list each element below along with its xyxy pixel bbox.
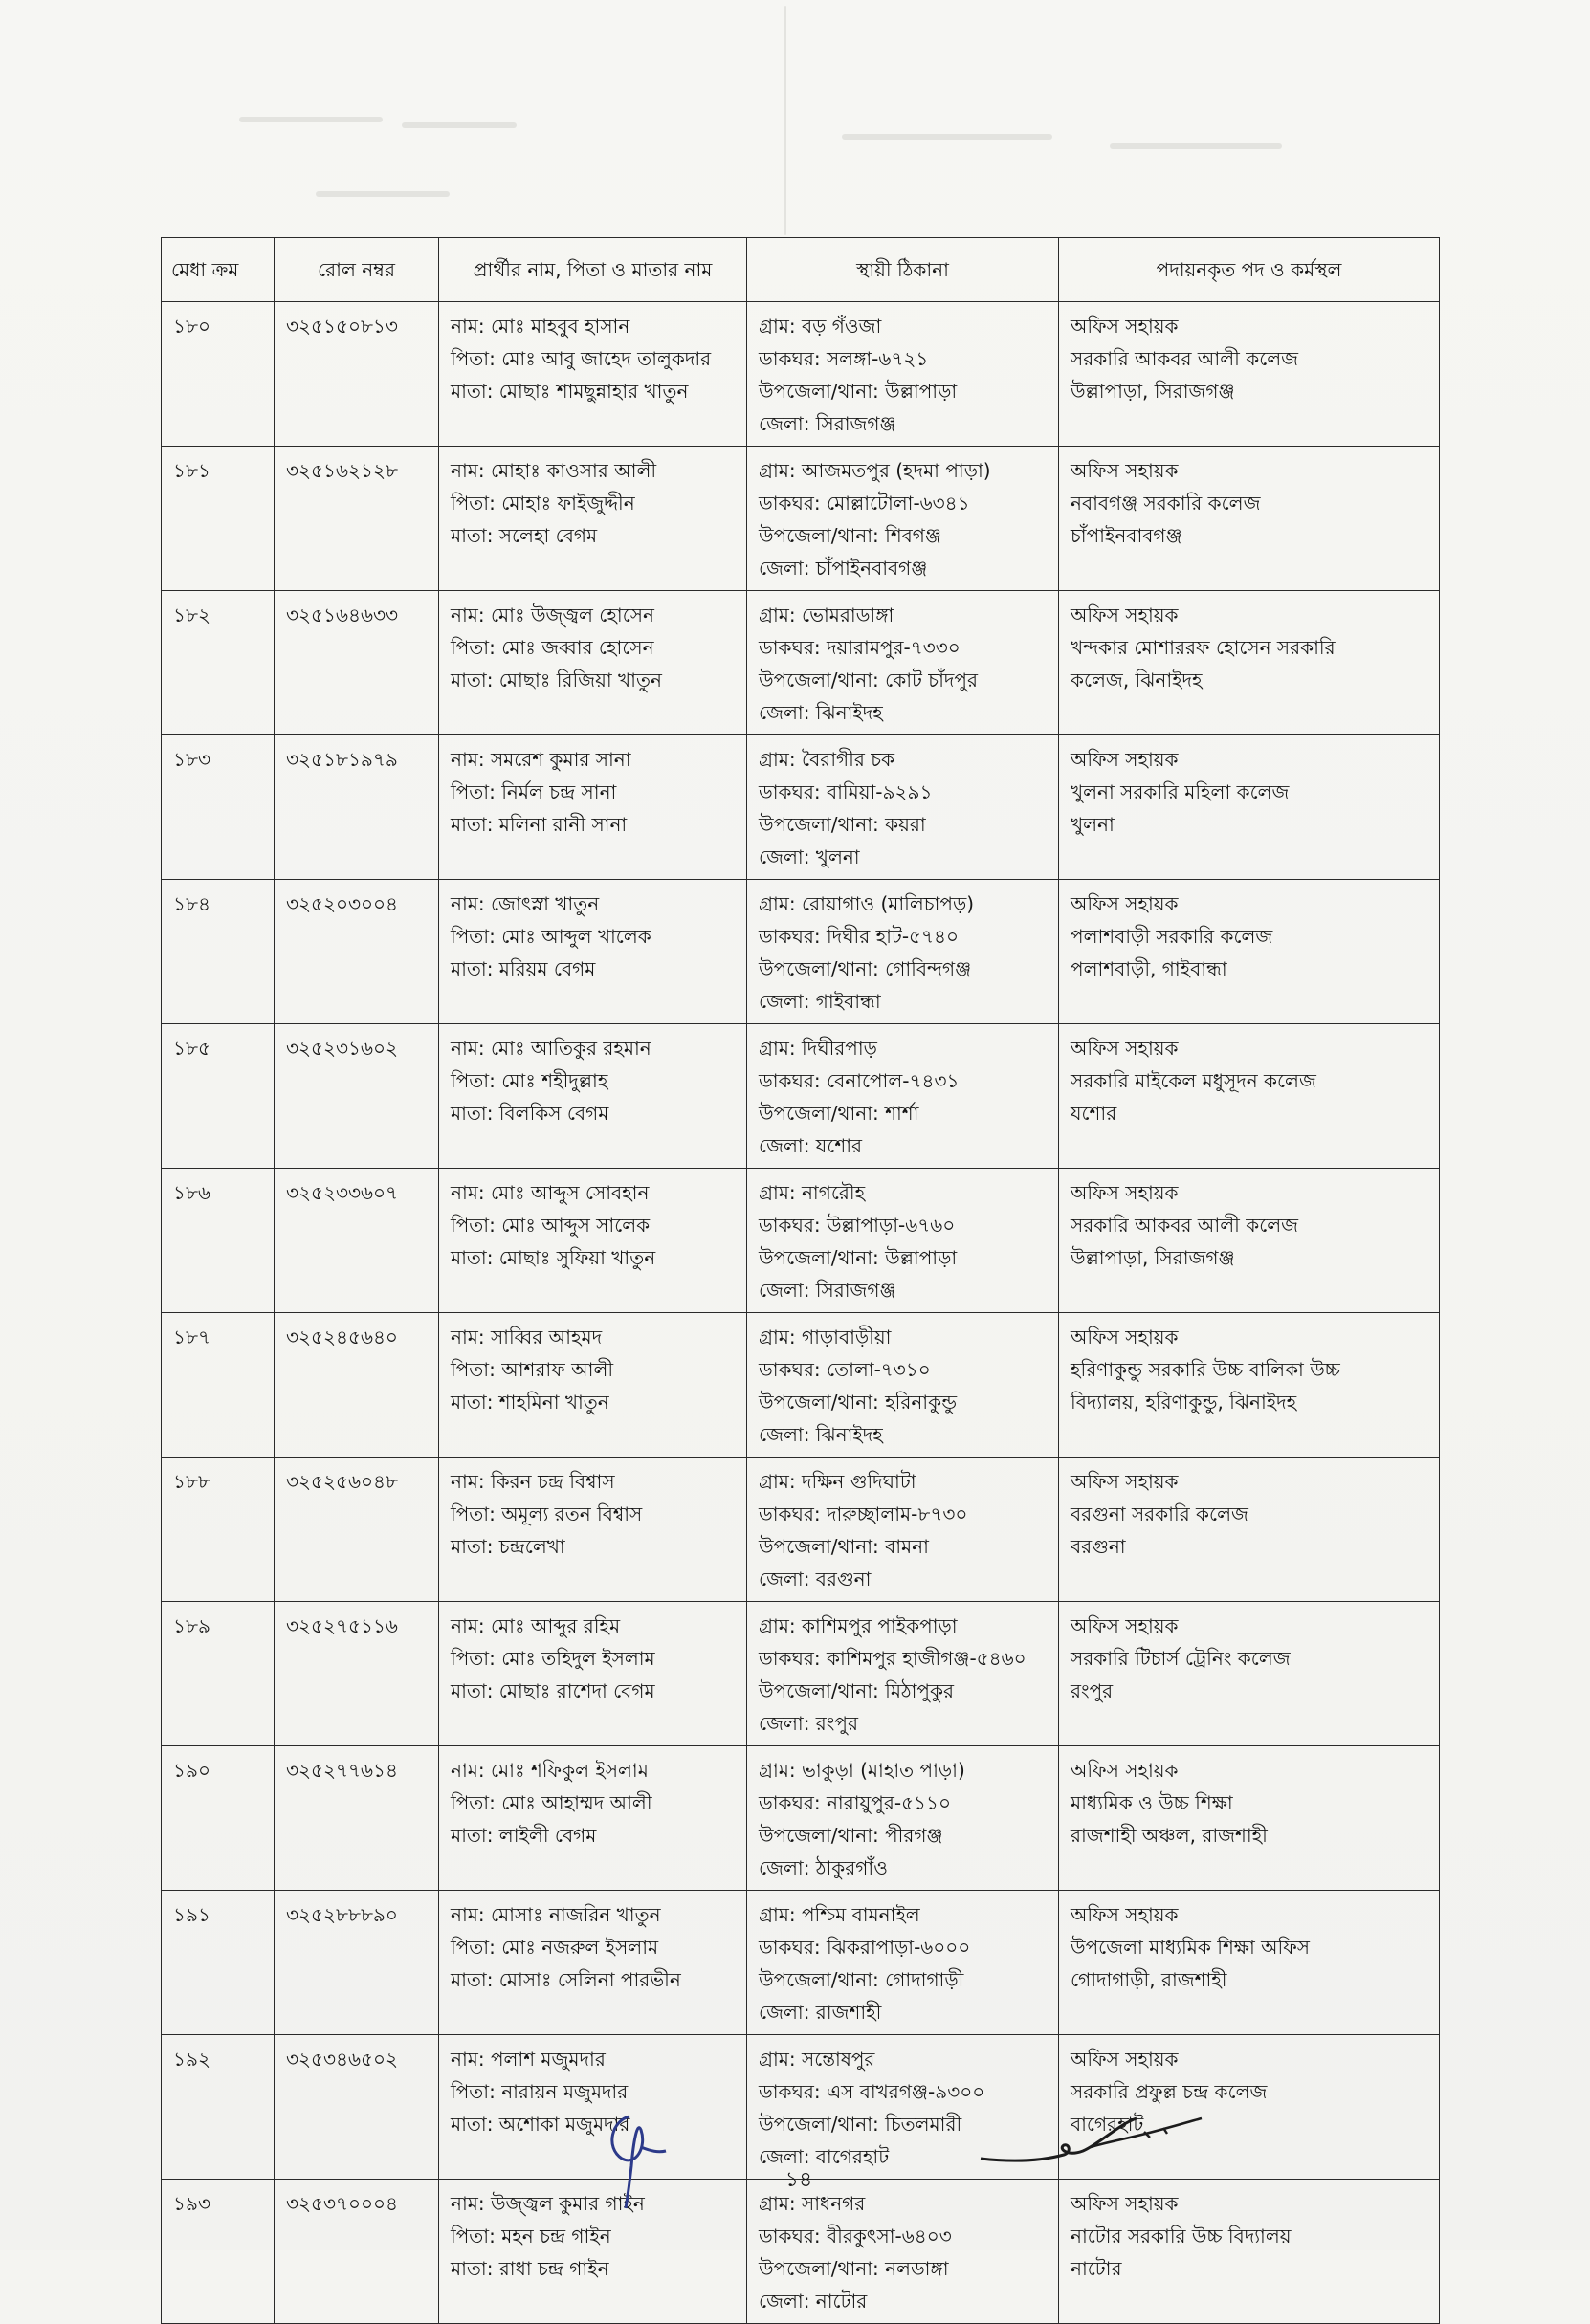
posting-line: পলাশবাড়ী, গাইবান্ধা	[1071, 957, 1227, 980]
bleed-through-mark	[316, 191, 450, 197]
permanent-address-cell	[747, 1746, 1059, 1891]
candidate-info-line: মাতা: মোছাঃ সুফিয়া খাতুন	[451, 1246, 656, 1269]
address-line: উপজেলা/থানা: পীরগঞ্জ	[759, 1824, 943, 1847]
address-line: গ্রাম: আজমতপুর (হদমা পাড়া)	[759, 459, 991, 482]
candidate-name-cell	[439, 1602, 747, 1746]
roll-number-cell: ৩২৫৩৭০০০৪	[275, 2180, 439, 2324]
posting-line: উপজেলা মাধ্যমিক শিক্ষা অফিস	[1071, 1936, 1311, 1959]
candidate-name-cell	[439, 1891, 747, 2035]
address-line: জেলা: রংপুর	[759, 1712, 858, 1735]
candidate-info-line: মাতা: মোছাঃ রাশেদা বেগম	[451, 1679, 655, 1702]
address-line: জেলা: যশোর	[759, 1134, 862, 1157]
address-line: উপজেলা/থানা: শার্শা	[759, 1102, 919, 1125]
candidate-info-line: নাম: মোসাঃ নাজরিন খাতুন	[451, 1903, 661, 1926]
address-line: ডাকঘর: দারুচ্ছালাম-৮৭৩০	[759, 1502, 968, 1525]
candidate-info-line: পিতা: মোঃ আব্দুস সালেক	[451, 1214, 651, 1237]
permanent-address-cell	[747, 447, 1059, 591]
table-row	[162, 591, 1440, 735]
candidate-info-line: পিতা: নারায়ন মজুমদার	[451, 2080, 629, 2103]
address-line: গ্রাম: দক্ষিন গুদিঘাটা	[759, 1470, 916, 1493]
table-row	[162, 735, 1440, 880]
address-line: জেলা: নাটোর	[759, 2290, 868, 2313]
candidate-info-line: নাম: মোঃ আব্দুর রহিম	[451, 1614, 621, 1637]
table-row	[162, 1891, 1440, 2035]
candidate-info-line: নাম: মোহাঃ কাওসার আলী	[451, 459, 657, 482]
roll-number-cell: ৩২৫২৮৮৮৯০	[275, 1891, 439, 2035]
permanent-address-cell	[747, 880, 1059, 1024]
permanent-address-cell	[747, 1602, 1059, 1746]
address-line: গ্রাম: সন্তোষপুর	[759, 2048, 875, 2071]
address-line: উপজেলা/থানা: গোবিন্দগঞ্জ	[759, 957, 972, 980]
candidate-info-line: নাম: মোঃ মাহবুব হাসান	[451, 315, 630, 338]
candidate-info-line: পিতা: মোঃ তহিদুল ইসলাম	[451, 1647, 655, 1670]
table-row	[162, 2180, 1440, 2324]
table-row	[162, 1024, 1440, 1169]
address-line: ডাকঘর: ঝিকরাপাড়া-৬০০০	[759, 1936, 971, 1959]
merit-serial-cell: ১৮৩	[162, 735, 275, 880]
table-row	[162, 1169, 1440, 1313]
address-line: গ্রাম: ভোমরাডাঙ্গা	[759, 603, 894, 626]
table-body	[162, 302, 1440, 2324]
address-line: জেলা: ঠাকুরগাঁও	[759, 1856, 888, 1879]
candidate-info-line: নাম: সমরেশ কুমার সানা	[451, 748, 631, 771]
candidate-info-line: পিতা: অমূল্য রতন বিশ্বাস	[451, 1502, 643, 1525]
posting-line: উল্লাপাড়া, সিরাজগঞ্জ	[1071, 1246, 1235, 1269]
candidate-info-line: নাম: উজ্জ্বল কুমার গাইন	[451, 2192, 645, 2215]
posting-line: মাধ্যমিক ও উচ্চ শিক্ষা	[1071, 1791, 1233, 1814]
candidate-name-cell	[439, 447, 747, 591]
roll-number-cell: ৩২৫২৩৩৬০৭	[275, 1169, 439, 1313]
posting-line: সরকারি টিচার্স ট্রেনিং কলেজ	[1071, 1647, 1291, 1670]
permanent-address-cell	[747, 1313, 1059, 1458]
address-line: ডাকঘর: বেনাপোল-৭৪৩১	[759, 1069, 960, 1092]
candidate-name-cell	[439, 1169, 747, 1313]
candidate-info-line: নাম: কিরন চন্দ্র বিশ্বাস	[451, 1470, 615, 1493]
candidate-info-line: মাতা: সলেহা বেগম	[451, 524, 598, 547]
permanent-address-cell	[747, 302, 1059, 447]
posting-cell	[1059, 1891, 1440, 2035]
candidate-name-cell	[439, 591, 747, 735]
posting-line: অফিস সহায়ক	[1071, 315, 1179, 338]
address-line: গ্রাম: নাগরৌহ	[759, 1181, 866, 1204]
posting-line: রংপুর	[1071, 1679, 1114, 1702]
address-line: গ্রাম: বৈরাগীর চক	[759, 748, 894, 771]
merit-serial-cell: ১৮৬	[162, 1169, 275, 1313]
posting-line: অফিস সহায়ক	[1071, 1037, 1179, 1060]
merit-serial-cell: ১৮০	[162, 302, 275, 447]
address-line: গ্রাম: ভাকুড়া (মাহাত পাড়া)	[759, 1759, 965, 1782]
posting-line: অফিস সহায়ক	[1071, 459, 1179, 482]
candidate-info-line: মাতা: মোছাঃ শামছুন্নাহার খাতুন	[451, 380, 689, 403]
address-line: উপজেলা/থানা: মিঠাপুকুর	[759, 1679, 954, 1702]
candidate-info-line: নাম: জোৎস্না খাতুন	[451, 892, 600, 915]
posting-line: বরগুনা সরকারি কলেজ	[1071, 1502, 1248, 1525]
permanent-address-cell	[747, 591, 1059, 735]
address-line: গ্রাম: কাশিমপুর পাইকপাড়া	[759, 1614, 958, 1637]
roll-number-cell: ৩২৫২৭৫১১৬	[275, 1602, 439, 1746]
address-line: ডাকঘর: এস বাখরগঞ্জ-৯৩০০	[759, 2080, 985, 2103]
posting-line: নাটোর সরকারি উচ্চ বিদ্যালয়	[1071, 2225, 1292, 2247]
address-line: ডাকঘর: বীরকুৎসা-৬৪০৩	[759, 2225, 952, 2247]
posting-line: অফিস সহায়ক	[1071, 1181, 1179, 1204]
page-number: ১৪	[784, 2168, 813, 2192]
posting-cell	[1059, 1458, 1440, 1602]
address-line: ডাকঘর: নারায়ুপুর-৫১১০	[759, 1791, 952, 1814]
posting-line: হরিণাকুন্ডু সরকারি উচ্চ বালিকা উচ্চ	[1071, 1358, 1340, 1381]
merit-serial-cell: ১৮৮	[162, 1458, 275, 1602]
merit-serial-cell: ১৮৭	[162, 1313, 275, 1458]
candidate-info-line: মাতা: শাহমিনা খাতুন	[451, 1391, 609, 1414]
table-row	[162, 1458, 1440, 1602]
address-line: গ্রাম: রোয়াগাও (মালিচাপড়)	[759, 892, 975, 915]
candidate-name-cell	[439, 1458, 747, 1602]
candidate-info-line: পিতা: মোঃ আহাম্মদ আলী	[451, 1791, 652, 1814]
roll-number-cell: ৩২৫১৬৪৬৩৩	[275, 591, 439, 735]
bleed-through-mark	[239, 117, 383, 122]
address-line: উপজেলা/থানা: হরিনাকুন্ডু	[759, 1391, 958, 1414]
roll-number-cell: ৩২৫১৮১৯৭৯	[275, 735, 439, 880]
candidate-name-cell	[439, 1024, 747, 1169]
merit-list-table	[161, 237, 1440, 2324]
candidate-info-line: মাতা: মরিয়ম বেগম	[451, 957, 596, 980]
posting-line: অফিস সহায়ক	[1071, 1903, 1179, 1926]
candidate-info-line: নাম: মোঃ উজ্জ্বল হোসেন	[451, 603, 654, 626]
table-row	[162, 447, 1440, 591]
candidate-info-line: পিতা: মোঃ আবু জাহেদ তালুকদার	[451, 347, 712, 370]
posting-cell	[1059, 1746, 1440, 1891]
header-address: স্থায়ী ঠিকানা	[747, 238, 1059, 302]
header-merit: মেধা ক্রম	[162, 238, 275, 302]
candidate-info-line: মাতা: অশোকা মজুমদার	[451, 2113, 630, 2136]
table-row	[162, 1746, 1440, 1891]
candidate-info-line: পিতা: মহন চন্দ্র গাইন	[451, 2225, 611, 2247]
merit-serial-cell: ১৯৩	[162, 2180, 275, 2324]
candidate-info-line: পিতা: মোহাঃ ফাইজুদ্দীন	[451, 492, 635, 515]
posting-cell	[1059, 735, 1440, 880]
address-line: জেলা: গাইবান্ধা	[759, 990, 881, 1013]
table-row	[162, 880, 1440, 1024]
posting-line: অফিস সহায়ক	[1071, 2048, 1179, 2071]
permanent-address-cell	[747, 1024, 1059, 1169]
roll-number-cell: ৩২৫১৫০৮১৩	[275, 302, 439, 447]
posting-line: উল্লাপাড়া, সিরাজগঞ্জ	[1071, 380, 1235, 403]
address-line: ডাকঘর: দিঘীর হাট-৫৭৪০	[759, 925, 960, 948]
posting-line: কলেজ, ঝিনাইদহ	[1071, 669, 1203, 691]
candidate-info-line: নাম: মোঃ আব্দুস সোবহান	[451, 1181, 650, 1204]
candidate-info-line: নাম: মোঃ আতিকুর রহমান	[451, 1037, 651, 1060]
address-line: জেলা: বরগুনা	[759, 1568, 872, 1590]
table-row	[162, 1313, 1440, 1458]
candidate-name-cell	[439, 302, 747, 447]
candidate-info-line: পিতা: আশরাফ আলী	[451, 1358, 614, 1381]
posting-cell	[1059, 302, 1440, 447]
permanent-address-cell	[747, 735, 1059, 880]
roll-number-cell: ৩২৫২৫৬০৪৮	[275, 1458, 439, 1602]
signature-right-icon	[976, 2099, 1205, 2185]
candidate-info-line: পিতা: মোঃ জব্বার হোসেন	[451, 636, 654, 659]
bleed-through-mark	[1110, 143, 1282, 149]
table-row	[162, 2035, 1440, 2180]
address-line: ডাকঘর: মোল্লাটোলা-৬৩৪১	[759, 492, 970, 515]
roll-number-cell: ৩২৫২৭৭৬১৪	[275, 1746, 439, 1891]
address-line: ডাকঘর: বামিয়া-৯২৯১	[759, 780, 933, 803]
table-header-row	[162, 238, 1440, 302]
posting-cell	[1059, 447, 1440, 591]
posting-cell	[1059, 2180, 1440, 2324]
candidate-info-line: মাতা: মোছাঃ রিজিয়া খাতুন	[451, 669, 662, 691]
address-line: গ্রাম: গাড়াবাড়ীয়া	[759, 1326, 892, 1348]
address-line: উপজেলা/থানা: কোট চাঁদপুর	[759, 669, 978, 691]
posting-line: সরকারি আকবর আলী কলেজ	[1071, 1214, 1299, 1237]
roll-number-cell: ৩২৫৩৪৬৫০২	[275, 2035, 439, 2180]
posting-line: নবাবগঞ্জ সরকারি কলেজ	[1071, 492, 1261, 515]
candidate-info-line: মাতা: চন্দ্রলেখা	[451, 1535, 565, 1558]
posting-line: অফিস সহায়ক	[1071, 892, 1179, 915]
address-line: উপজেলা/থানা: উল্লাপাড়া	[759, 380, 958, 403]
posting-cell	[1059, 1313, 1440, 1458]
merit-serial-cell: ১৯২	[162, 2035, 275, 2180]
candidate-info-line: পিতা: মোঃ আব্দুল খালেক	[451, 925, 651, 948]
posting-line: অফিস সহায়ক	[1071, 603, 1179, 626]
posting-line: অফিস সহায়ক	[1071, 1759, 1179, 1782]
address-line: গ্রাম: পশ্চিম বামনাইল	[759, 1903, 920, 1926]
bleed-through-mark	[842, 134, 1052, 140]
candidate-info-line: মাতা: লাইলী বেগম	[451, 1824, 597, 1847]
candidate-info-line: পিতা: মোঃ নজরুল ইসলাম	[451, 1936, 659, 1959]
posting-line: অফিস সহায়ক	[1071, 1326, 1179, 1348]
address-line: জেলা: রাজশাহী	[759, 2001, 882, 2024]
posting-line: সরকারি প্রফুল্ল চন্দ্র কলেজ	[1071, 2080, 1268, 2103]
candidate-info-line: মাতা: রাধা চন্দ্র গাইন	[451, 2257, 609, 2280]
address-line: ডাকঘর: দয়ারামপুর-৭৩৩০	[759, 636, 961, 659]
permanent-address-cell	[747, 1169, 1059, 1313]
posting-line: সরকারি আকবর আলী কলেজ	[1071, 347, 1299, 370]
posting-line: যশোর	[1071, 1102, 1117, 1125]
fold-line	[784, 6, 786, 235]
posting-cell	[1059, 1169, 1440, 1313]
address-line: উপজেলা/থানা: কয়রা	[759, 813, 926, 836]
merit-serial-cell: ১৮১	[162, 447, 275, 591]
candidate-name-cell	[439, 880, 747, 1024]
merit-serial-cell: ১৯১	[162, 1891, 275, 2035]
candidate-info-line: নাম: সাব্বির আহমদ	[451, 1326, 603, 1348]
posting-line: খন্দকার মোশাররফ হোসেন সরকারি	[1071, 636, 1336, 659]
header-posting: পদায়নকৃত পদ ও কর্মস্থল	[1059, 238, 1440, 302]
permanent-address-cell	[747, 1891, 1059, 2035]
address-line: জেলা: বাগেরহাট	[759, 2145, 890, 2168]
candidate-info-line: মাতা: মলিনা রানী সানা	[451, 813, 628, 836]
candidate-name-cell	[439, 735, 747, 880]
candidate-name-cell	[439, 1313, 747, 1458]
merit-serial-cell: ১৮৯	[162, 1602, 275, 1746]
posting-line: অফিস সহায়ক	[1071, 748, 1179, 771]
posting-cell	[1059, 1602, 1440, 1746]
posting-line: নাটোর	[1071, 2257, 1122, 2280]
address-line: ডাকঘর: তোলা-৭৩১০	[759, 1358, 931, 1381]
candidate-name-cell	[439, 1746, 747, 1891]
address-line: জেলা: ঝিনাইদহ	[759, 1423, 883, 1446]
merit-serial-cell: ১৮৫	[162, 1024, 275, 1169]
candidate-info-line: মাতা: বিলকিস বেগম	[451, 1102, 609, 1125]
posting-line: খুলনা	[1071, 813, 1115, 836]
posting-line: অফিস সহায়ক	[1071, 1614, 1179, 1637]
address-line: উপজেলা/থানা: শিবগঞ্জ	[759, 524, 941, 547]
address-line: ডাকঘর: উল্লাপাড়া-৬৭৬০	[759, 1214, 956, 1237]
roll-number-cell: ৩২৫২৪৫৬৪০	[275, 1313, 439, 1458]
candidate-info-line: নাম: মোঃ শফিকুল ইসলাম	[451, 1759, 649, 1782]
address-line: গ্রাম: বড় গঁওজা	[759, 315, 882, 338]
address-line: উপজেলা/থানা: গোদাগাড়ী	[759, 1968, 964, 1991]
header-name: প্রার্থীর নাম, পিতা ও মাতার নাম	[439, 238, 747, 302]
signature-left-icon	[584, 2109, 689, 2214]
address-line: ডাকঘর: সলঙ্গা-৬৭২১	[759, 347, 929, 370]
table-row	[162, 1602, 1440, 1746]
posting-line: অফিস সহায়ক	[1071, 1470, 1179, 1493]
address-line: জেলা: সিরাজগঞ্জ	[759, 412, 896, 435]
posting-line: বাগেরহাট	[1071, 2113, 1144, 2136]
address-line: উপজেলা/থানা: চিতলমারী	[759, 2113, 962, 2136]
bleed-through-mark	[402, 122, 517, 128]
merit-serial-cell: ১৮৪	[162, 880, 275, 1024]
roll-number-cell: ৩২৫২৩১৬০২	[275, 1024, 439, 1169]
address-line: জেলা: খুলনা	[759, 845, 860, 868]
merit-serial-cell: ১৯০	[162, 1746, 275, 1891]
posting-line: খুলনা সরকারি মহিলা কলেজ	[1071, 780, 1290, 803]
candidate-info-line: নাম: পলাশ মজুমদার	[451, 2048, 606, 2071]
address-line: জেলা: সিরাজগঞ্জ	[759, 1279, 896, 1302]
merit-serial-cell: ১৮২	[162, 591, 275, 735]
header-roll: রোল নম্বর	[275, 238, 439, 302]
permanent-address-cell	[747, 1458, 1059, 1602]
address-line: উপজেলা/থানা: বামনা	[759, 1535, 929, 1558]
posting-line: সরকারি মাইকেল মধুসূদন কলেজ	[1071, 1069, 1316, 1092]
address-line: জেলা: চাঁপাইনবাবগঞ্জ	[759, 557, 928, 580]
posting-line: বিদ্যালয়, হরিণাকুন্ডু, ঝিনাইদহ	[1071, 1391, 1297, 1414]
roll-number-cell: ৩২৫২০৩০০৪	[275, 880, 439, 1024]
address-line: গ্রাম: দিঘীরপাড়	[759, 1037, 877, 1060]
address-line: উপজেলা/থানা: নলডাঙ্গা	[759, 2257, 949, 2280]
posting-cell	[1059, 591, 1440, 735]
address-line: উপজেলা/থানা: উল্লাপাড়া	[759, 1246, 958, 1269]
address-line: ডাকঘর: কাশিমপুর হাজীগঞ্জ-৫৪৬০	[759, 1647, 1027, 1670]
candidate-info-line: পিতা: নির্মল চন্দ্র সানা	[451, 780, 617, 803]
roll-number-cell: ৩২৫১৬২১২৮	[275, 447, 439, 591]
posting-cell	[1059, 880, 1440, 1024]
address-line: গ্রাম: সাধনগর	[759, 2192, 866, 2215]
posting-line: চাঁপাইনবাবগঞ্জ	[1071, 524, 1182, 547]
posting-line: গোদাগাড়ী, রাজশাহী	[1071, 1968, 1227, 1991]
posting-cell	[1059, 1024, 1440, 1169]
posting-line: অফিস সহায়ক	[1071, 2192, 1179, 2215]
table-row	[162, 302, 1440, 447]
posting-line: পলাশবাড়ী সরকারি কলেজ	[1071, 925, 1273, 948]
candidate-info-line: পিতা: মোঃ শহীদুল্লাহ	[451, 1069, 608, 1092]
address-line: জেলা: ঝিনাইদহ	[759, 701, 883, 724]
posting-line: রাজশাহী অঞ্চল, রাজশাহী	[1071, 1824, 1268, 1847]
candidate-info-line: মাতা: মোসাঃ সেলিনা পারভীন	[451, 1968, 681, 1991]
posting-line: বরগুনা	[1071, 1535, 1126, 1558]
permanent-address-cell	[747, 2180, 1059, 2324]
